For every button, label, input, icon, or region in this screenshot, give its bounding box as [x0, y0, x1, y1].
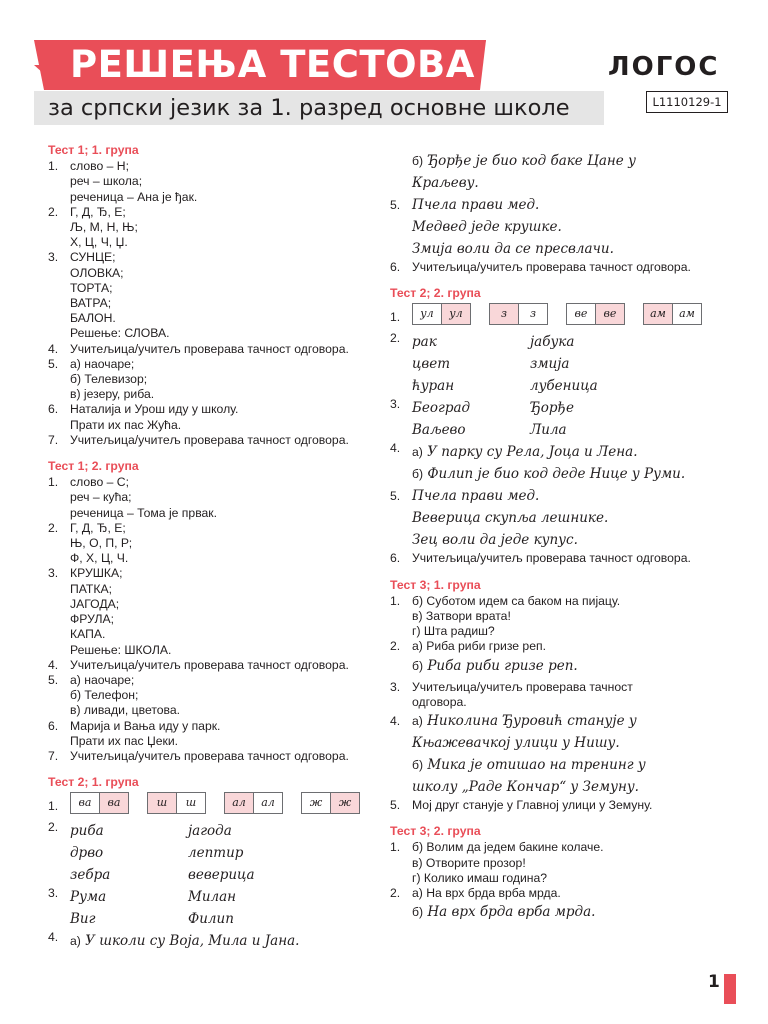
- handwritten-sentence: Филип је био код деде Нице у Руми.: [427, 466, 686, 483]
- answer-item: [390, 680, 730, 710]
- item-number: 5.: [48, 672, 59, 687]
- item-number: 2.: [48, 820, 59, 835]
- letter-box: ш: [177, 792, 206, 814]
- letter-box-pair: [643, 303, 702, 325]
- answer-line: а) наочаре;: [70, 672, 135, 687]
- letter-box-answer: ал: [224, 792, 254, 814]
- answer-line: г) Колико имаш година?: [412, 870, 548, 885]
- handwritten-sentence: Веверица скупља лешнике.: [412, 510, 609, 527]
- handwritten-sentence: Краљеву.: [412, 175, 479, 191]
- handwritten-word: Милан: [188, 889, 237, 906]
- item-number: 2.: [48, 520, 59, 535]
- handwritten-word: Виг: [70, 911, 96, 928]
- item-number: 1.: [48, 475, 59, 490]
- item-number: 1.: [48, 799, 59, 814]
- item-number: 3.: [48, 886, 59, 901]
- handwritten-sentence: школу „Раде Кончар“ у Земуну.: [412, 779, 639, 796]
- answer-line: б) Волим да једем бакине колаче.: [412, 840, 604, 855]
- handwritten-sentence: Змија воли да се пресвлачи.: [412, 241, 614, 257]
- handwritten-word: ћуран: [412, 378, 455, 395]
- handwritten-sentence: У школи су Воја, Мила и Јана.: [85, 933, 300, 950]
- letter-box: ж: [301, 792, 331, 814]
- letter-box-answer: ж: [331, 792, 360, 814]
- option-label: а): [412, 445, 423, 460]
- handwritten-word: зебра: [70, 867, 111, 884]
- item-number: 4.: [390, 714, 401, 729]
- answer-line: Марија и Вања иду у парк.: [70, 718, 221, 733]
- answer-item: [390, 150, 730, 194]
- answer-line: реч – кућа;: [70, 490, 132, 505]
- answer-item: [48, 475, 378, 521]
- answer-item: [48, 250, 378, 341]
- item-number: 4.: [48, 930, 59, 945]
- section-title: Тест 2; 1. група: [48, 775, 139, 790]
- answer-item: [390, 485, 730, 551]
- item-number: 2.: [390, 331, 401, 346]
- answer-line: Учитељица/учитељ проверава тачност одговора.: [70, 432, 349, 447]
- handwritten-sentence: Медвед једе крушке.: [412, 219, 562, 235]
- handwritten-sentence: Пчела прави мед.: [412, 197, 540, 213]
- letter-box: з: [519, 303, 548, 325]
- answer-item: [390, 551, 730, 566]
- answer-line: Ф, Х, Ц, Ч.: [70, 551, 129, 566]
- answer-line: Њ, О, П, Р;: [70, 536, 133, 551]
- answer-line: КРУШКА;: [70, 566, 123, 581]
- answer-item: [48, 930, 378, 952]
- letter-boxes-row: [48, 792, 378, 814]
- answer-line: ЈАГОДА;: [70, 596, 120, 611]
- section-title: Тест 1; 1. група: [48, 143, 139, 157]
- answer-item: [390, 639, 730, 676]
- answer-line: Решење: СЛОВА.: [70, 326, 170, 341]
- letter-box-pair: [70, 792, 129, 814]
- letter-box-pair: [412, 303, 471, 325]
- item-number: 5.: [390, 798, 401, 813]
- letter-box-answer: ам: [643, 303, 673, 325]
- handwritten-sentence: Књажевачкој улици у Нишу.: [412, 735, 620, 752]
- page-subtitle: за српски језик за 1. разред основне школе: [48, 95, 570, 121]
- item-number: 6.: [390, 260, 401, 274]
- answer-item: [390, 886, 730, 923]
- handwritten-sentence: Николина Ђуровић станује у: [427, 713, 637, 730]
- handwritten-word: Ваљево: [412, 422, 466, 439]
- answer-line: КАПА.: [70, 627, 106, 642]
- answer-line: Учитељица/учитељ проверава тачност одговора.: [412, 551, 691, 566]
- answer-line: БАЛОН.: [70, 311, 116, 326]
- answer-line: в) Отворите прозор!: [412, 855, 526, 870]
- item-number: 3.: [390, 397, 401, 412]
- answer-line: б) Телевизор;: [70, 372, 148, 387]
- section-title: Тест 1; 2. група: [48, 459, 139, 474]
- handwritten-word: Филип: [188, 911, 234, 928]
- answer-item: [48, 159, 378, 205]
- item-number: 5.: [48, 356, 59, 371]
- answer-item: [48, 402, 378, 432]
- answer-item: [48, 719, 378, 749]
- page-title: РЕШЕЊА ТЕСТОВА: [70, 43, 475, 86]
- handwritten-word: јабука: [530, 334, 575, 351]
- answer-item: [390, 331, 730, 397]
- letter-box: ва: [70, 792, 100, 814]
- answer-line: Мој друг станује у Главној улици у Земуну.: [412, 798, 653, 813]
- handwritten-sentence: Риба риби гризе реп.: [427, 657, 578, 674]
- item-number: 2.: [390, 639, 401, 654]
- item-number: 1.: [390, 840, 401, 855]
- item-number: 3.: [48, 566, 59, 581]
- answer-line: б) Суботом идем са баком на пијацу.: [412, 593, 621, 608]
- item-number: 4.: [390, 441, 401, 456]
- page-number: 1: [708, 972, 720, 992]
- item-number: 6.: [48, 402, 59, 417]
- letter-box: ве: [566, 303, 596, 325]
- logos-logo: ЛОГОС: [608, 52, 720, 82]
- answer-line: Решење: ШКОЛА.: [70, 642, 172, 657]
- answer-item: [390, 710, 730, 798]
- item-number: 3.: [48, 250, 59, 265]
- answer-line: Учитељица/учитељ проверава тачност одговора.: [412, 260, 691, 274]
- answer-item: [390, 798, 730, 813]
- answer-item: [48, 820, 378, 886]
- product-code: L1110129-1: [646, 91, 728, 113]
- answer-line: Учитељица/учитељ проверава тачност одговора.: [70, 657, 349, 672]
- handwritten-sentence: Ђорђе је био код баке Цане у: [427, 153, 636, 169]
- answer-line: в) језеру, риба.: [70, 387, 155, 402]
- letter-box-answer: ш: [147, 792, 177, 814]
- answer-line: одговора.: [412, 694, 467, 709]
- answer-line: Г, Д, Ђ, Е;: [70, 204, 126, 219]
- handwritten-word: Лила: [530, 422, 567, 439]
- letter-box-answer: ва: [100, 792, 129, 814]
- answer-item: [48, 205, 378, 251]
- handwritten-sentence: У парку су Рела, Јоца и Лена.: [427, 444, 638, 461]
- answer-item: [48, 658, 378, 673]
- answer-line: Учитељица/учитељ проверава тачност одговора.: [70, 748, 349, 763]
- item-number: 4.: [48, 657, 59, 672]
- handwritten-word: лептир: [188, 845, 244, 862]
- handwritten-sentence: Зец воли да једе купус.: [412, 532, 578, 549]
- option-label: б): [412, 905, 424, 920]
- answer-line: реченица – Тома је првак.: [70, 505, 218, 520]
- option-label: б): [412, 758, 424, 773]
- letter-box-pair: [301, 792, 360, 814]
- item-number: 6.: [48, 718, 59, 733]
- answer-line: слово – С;: [70, 475, 129, 490]
- item-number: 7.: [48, 432, 59, 447]
- answer-line: Љ, М, Н, Њ;: [70, 220, 138, 235]
- right-column: [390, 150, 730, 923]
- answer-line: ВАТРА;: [70, 296, 112, 311]
- handwritten-word: змија: [530, 356, 570, 373]
- answer-line: а) На врх брда врба мрда.: [412, 886, 561, 901]
- answer-item: [48, 357, 378, 403]
- answer-line: реч – школа;: [70, 174, 143, 189]
- answer-item: [390, 194, 730, 260]
- handwritten-word: веверица: [188, 867, 255, 884]
- answer-line: в) Затвори врата!: [412, 609, 511, 624]
- item-number: 2.: [48, 204, 59, 219]
- option-label: б): [412, 467, 424, 482]
- answer-line: реченица – Ана је ђак.: [70, 189, 198, 204]
- section-title: Тест 3; 2. група: [390, 824, 481, 839]
- answer-item: [390, 840, 730, 886]
- answer-line: ПАТКА;: [70, 581, 112, 596]
- answer-line: ТОРТА;: [70, 280, 113, 295]
- option-label: а): [70, 934, 81, 949]
- answer-item: [48, 342, 378, 357]
- item-number: 1.: [390, 593, 401, 608]
- handwritten-word: цвет: [412, 356, 451, 373]
- handwritten-word: лубеница: [530, 378, 598, 395]
- section-title: Тест 2; 2. група: [390, 286, 481, 301]
- handwritten-word: дрво: [70, 845, 104, 862]
- item-number: 2.: [390, 886, 401, 901]
- answer-item: [390, 260, 730, 275]
- answer-line: б) Телефон;: [70, 688, 139, 703]
- answer-item: [48, 673, 378, 719]
- answer-line: г) Шта радиш?: [412, 624, 495, 639]
- letter-box-answer: ве: [596, 303, 625, 325]
- answer-line: Наталија и Урош иду у школу.: [70, 402, 239, 417]
- item-number: 1.: [48, 159, 59, 174]
- answer-item: [390, 594, 730, 640]
- handwritten-sentence: На врх брда врба мрда.: [427, 904, 596, 921]
- left-column: [48, 143, 378, 952]
- option-label: б): [412, 658, 424, 673]
- letter-box-answer: ул: [442, 303, 471, 325]
- handwritten-word: Београд: [412, 400, 471, 417]
- letter-box-pair: [147, 792, 206, 814]
- answer-line: Учитељица/учитељ проверава тачност: [412, 679, 633, 694]
- handwritten-sentence: Мика је отишао на тренинг у: [427, 757, 646, 774]
- letter-box-pair: [566, 303, 625, 325]
- item-number: 3.: [390, 679, 401, 694]
- answer-line: СУНЦЕ;: [70, 250, 116, 265]
- answer-item: [48, 521, 378, 567]
- answer-line: Прати их пас Жућа.: [70, 417, 182, 432]
- letter-boxes-row: [390, 303, 730, 325]
- answer-line: ОЛОВКА;: [70, 265, 124, 280]
- answer-line: Х, Ц, Ч, Џ.: [70, 235, 128, 250]
- handwritten-word: јагода: [188, 823, 232, 840]
- section-title: Тест 3; 1. група: [390, 577, 481, 592]
- letter-box-answer: з: [489, 303, 519, 325]
- letter-box-pair: [224, 792, 283, 814]
- option-label: а): [412, 714, 423, 729]
- item-number: 7.: [48, 748, 59, 763]
- item-number: 5.: [390, 198, 401, 212]
- letter-box: ул: [412, 303, 442, 325]
- answer-item: [48, 886, 378, 930]
- answer-item: [390, 441, 730, 485]
- handwritten-sentence: Пчела прави мед.: [412, 488, 540, 505]
- page-marker: [724, 974, 736, 1004]
- answer-item: [48, 749, 378, 764]
- letter-box-pair: [489, 303, 548, 325]
- letter-box: ам: [673, 303, 702, 325]
- option-label: б): [412, 154, 424, 168]
- item-number: 1.: [390, 310, 401, 325]
- answer-line: слово – Н;: [70, 159, 129, 174]
- item-number: 6.: [390, 551, 401, 566]
- handwritten-word: рак: [412, 334, 437, 351]
- answer-item: [48, 433, 378, 448]
- letter-box: ал: [254, 792, 283, 814]
- answer-line: Прати их пас Џеки.: [70, 733, 179, 748]
- answer-line: а) Риба риби гризе реп.: [412, 639, 546, 654]
- answer-line: Г, Д, Ђ, Е;: [70, 520, 126, 535]
- answer-item: [390, 397, 730, 441]
- answer-line: Учитељица/учитељ проверава тачност одговора.: [70, 341, 349, 356]
- answer-line: в) ливади, цветова.: [70, 703, 181, 718]
- answer-line: ФРУЛА;: [70, 612, 114, 627]
- handwritten-word: Ђорђе: [530, 400, 574, 417]
- handwritten-word: Рума: [70, 889, 107, 906]
- item-number: 5.: [390, 489, 401, 504]
- handwritten-word: риба: [70, 823, 104, 840]
- item-number: 4.: [48, 341, 59, 356]
- answer-line: а) наочаре;: [70, 356, 135, 371]
- answer-item: [48, 566, 378, 657]
